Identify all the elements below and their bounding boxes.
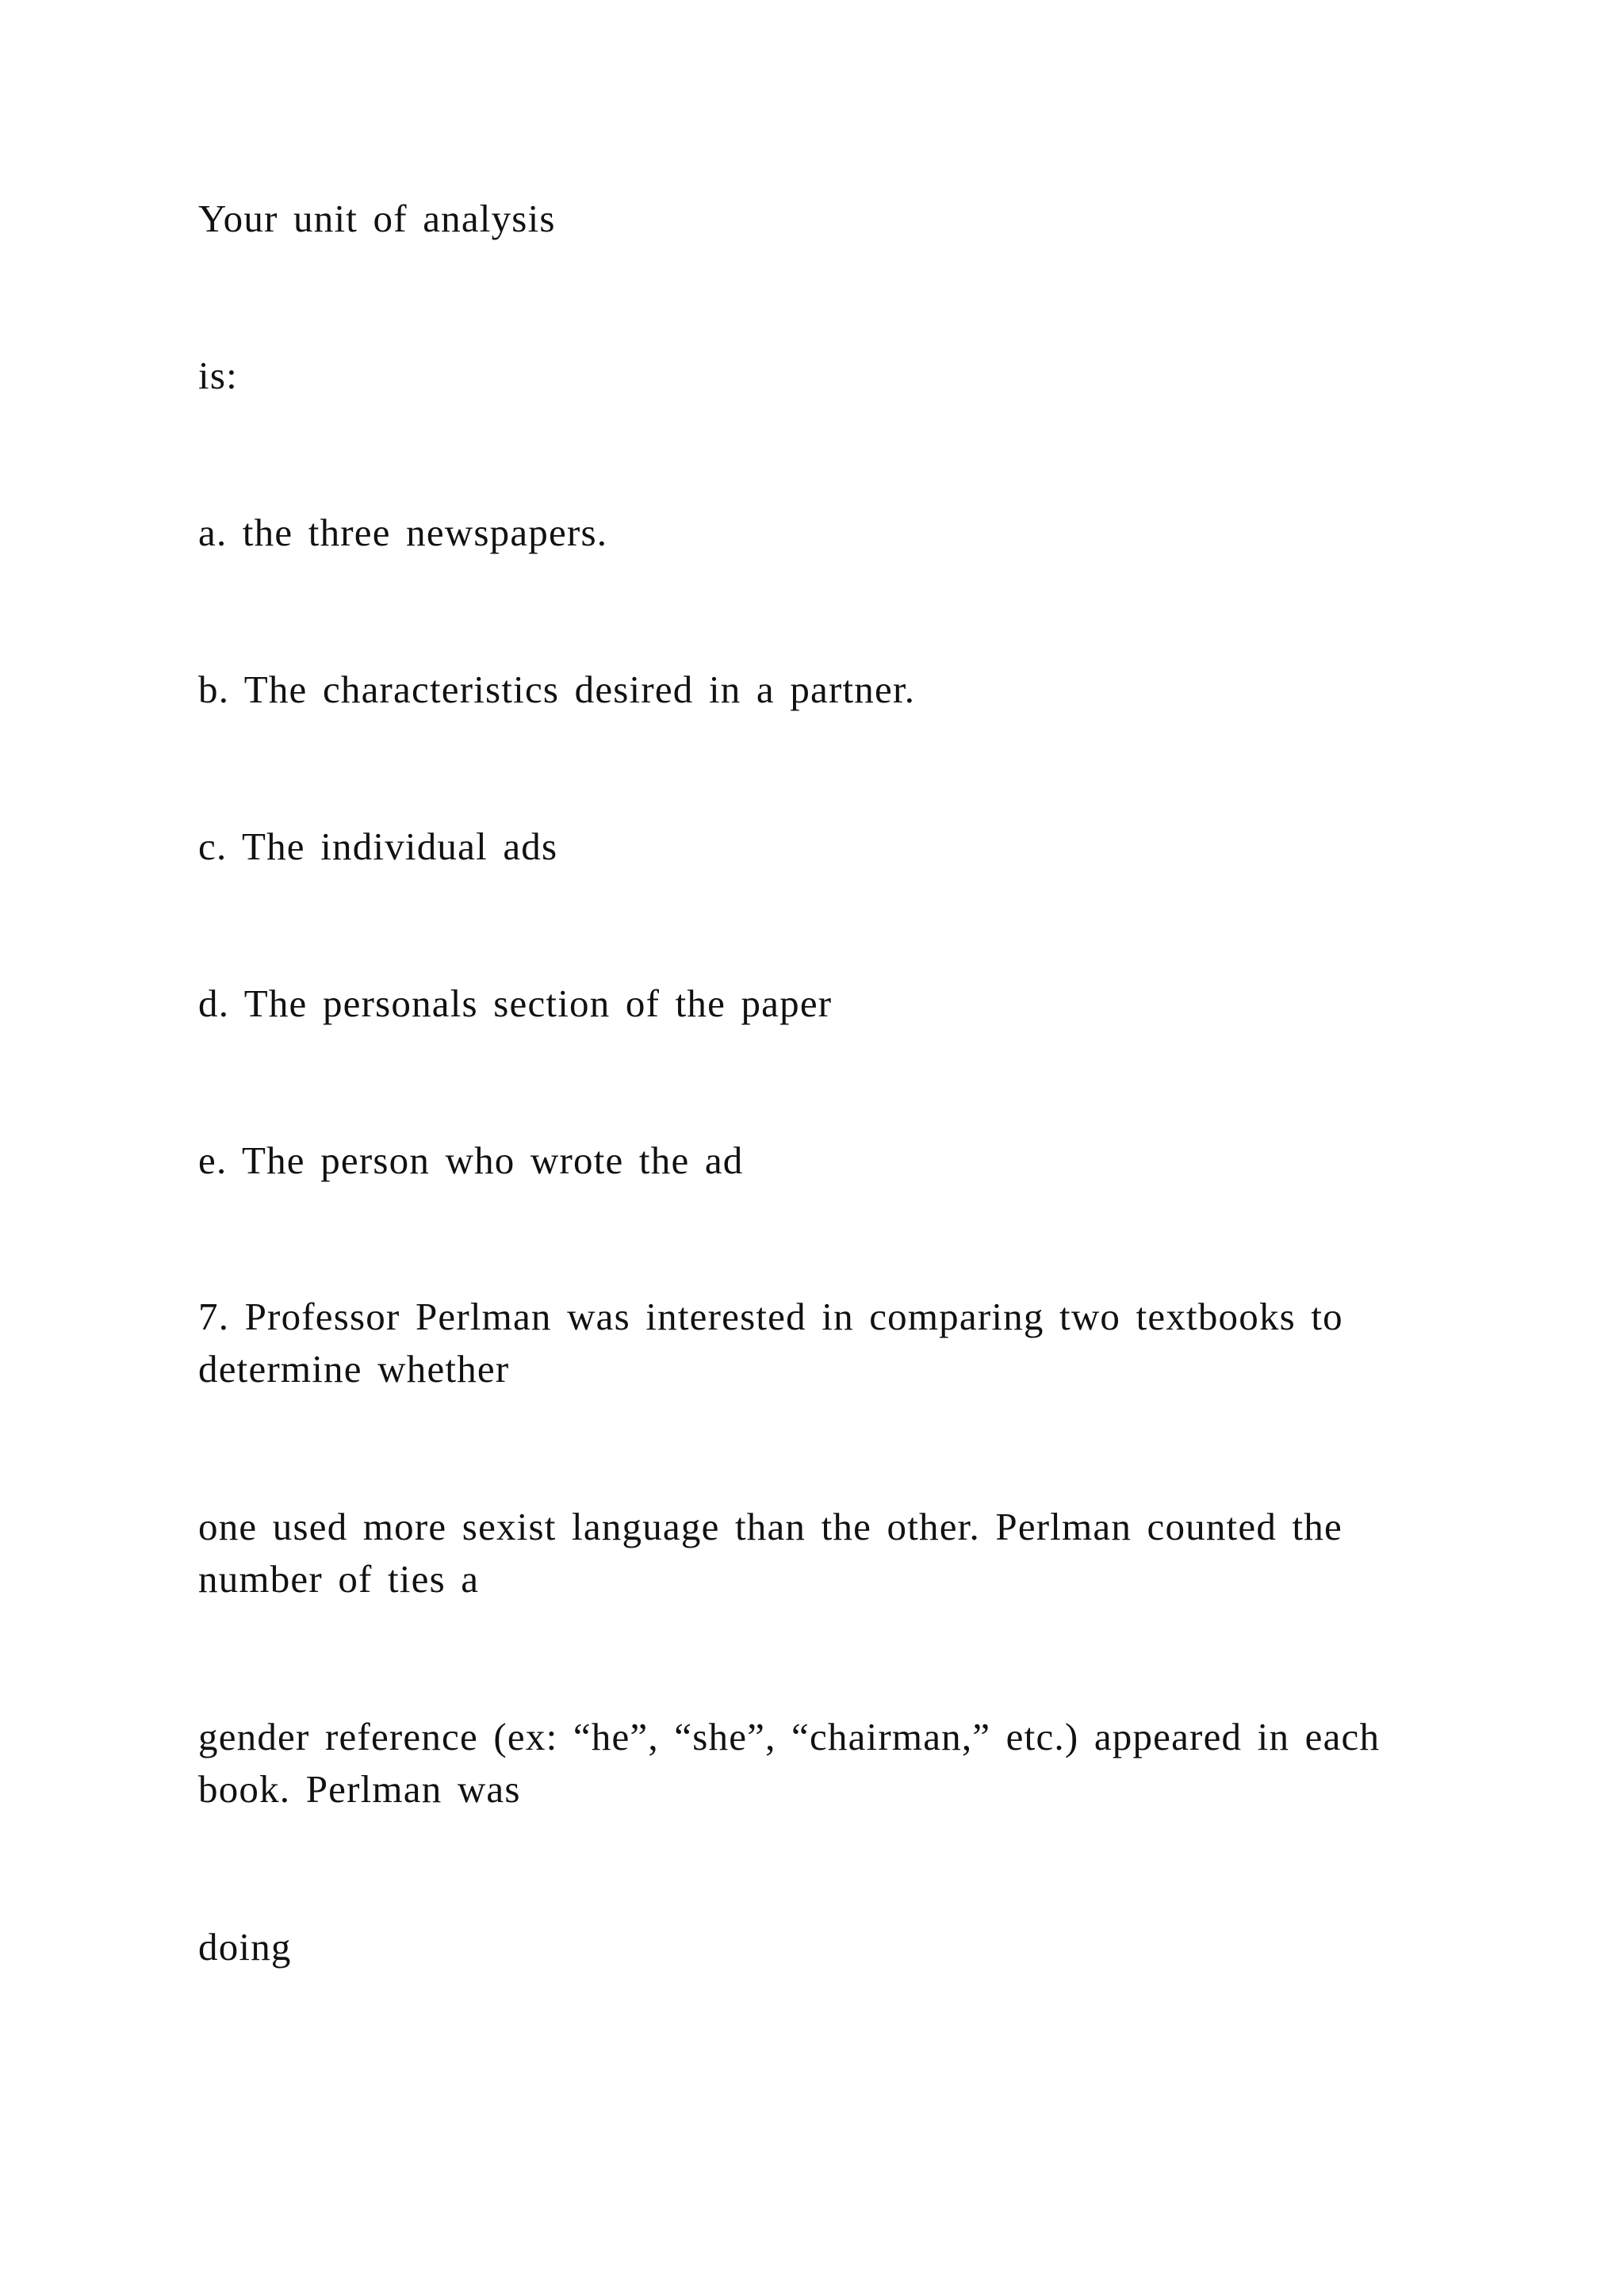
text-line-unit-of-analysis: Your unit of analysis — [198, 197, 556, 240]
question-7-part-3: gender reference (ex: “he”, “she”, “chairman,” etc.) appeared in each book. Perlman was — [198, 1715, 1381, 1811]
text-line-is: is: — [198, 354, 238, 397]
answer-option-b: b. The characteristics desired in a partner. — [198, 668, 916, 711]
question-7-part-4: doing — [198, 1925, 292, 1969]
answer-option-a: a. the three newspapers. — [198, 511, 608, 554]
answer-option-e: e. The person who wrote the ad — [198, 1138, 744, 1182]
question-7-part-2: one used more sexist language than the other. Perlman counted the number of ties a — [198, 1505, 1342, 1601]
answer-option-c: c. The individual ads — [198, 825, 558, 868]
question-7-part-1: 7. Professor Perlman was interested in comparing two textbooks to determine whether — [198, 1295, 1343, 1391]
answer-option-d: d. The personals section of the paper — [198, 982, 833, 1025]
